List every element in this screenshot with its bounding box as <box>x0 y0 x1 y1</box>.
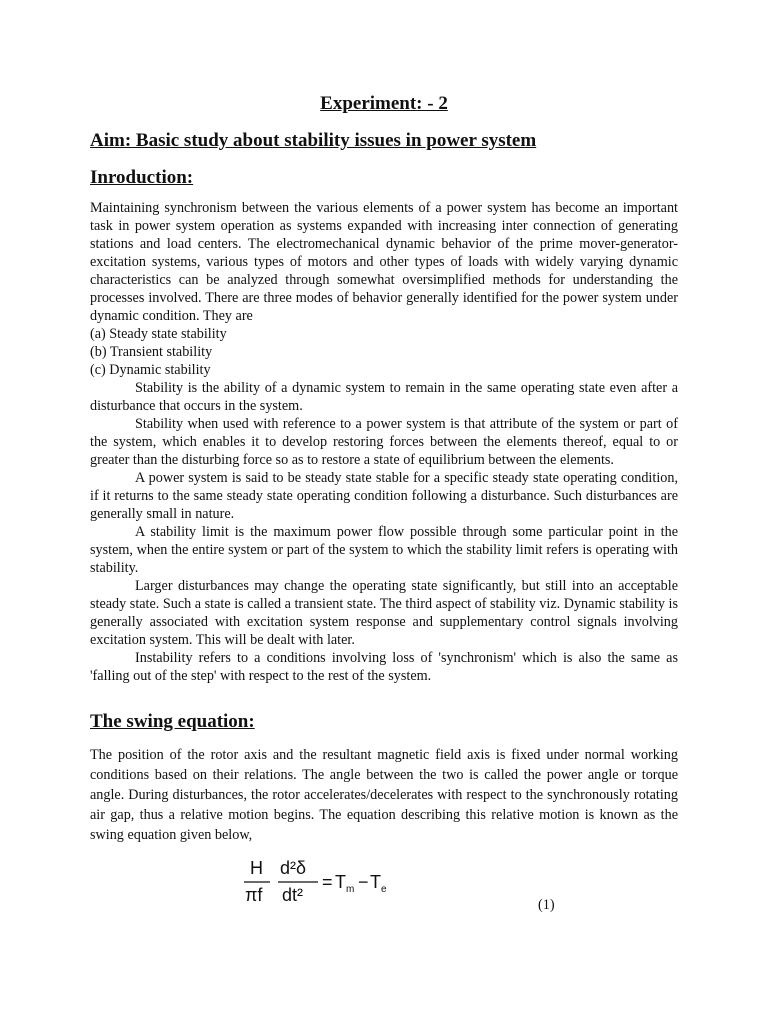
eq-t-e: T <box>370 872 381 892</box>
swing-equation-body <box>90 745 678 845</box>
eq-sub-m: m <box>346 884 355 895</box>
swing-equation-formula <box>242 856 422 910</box>
larger-disturbances-paragraph: Larger disturbances may change the operating state significantly, but still into an acceptable steady state. Such a state is called a transient state. The third aspect of stability viz. Dynamic stability is generally associated with excitation system response and supplementary control signals involving excitation system. This will be dealt with later. <box>90 578 678 648</box>
stability-limit-paragraph: A stability limit is the maximum power flow possible through some particular point in the system, when the entire system or part of the system to which the stability limit refers is operating with stability. <box>90 524 678 576</box>
eq-pi-f: πf <box>245 885 263 905</box>
stability-definition-paragraph: Stability is the ability of a dynamic system to remain in the same operating state even after a disturbance that occurs in the system. <box>90 380 678 414</box>
experiment-title: Experiment: - 2 <box>320 93 448 114</box>
swing-paragraph: The position of the rotor axis and the resultant magnetic field axis is fixed under normal working conditions based on their relations. The angle between the two is called the power angle or torque angle. During disturbances, the rotor accelerates/decelerates with respect to the synchronously rotating air gap, thus a relative motion begins. The equation describing this relative motion is known as the swing equation given below, <box>90 747 678 843</box>
intro-paragraph: Maintaining synchronism between the various elements of a power system has become an important task in power system operation as systems expanded with increasing inter connection of generating stations and load centers. The electromechanical dynamic behavior of the prime mover-generator-excitation systems, various types of motors and other types of loads with widely varying dynamic characteristics can be analyzed through somewhat oversimplified methods for understanding the processes involved. There are three modes of behavior generally identified for the power system under dynamic condition. They are <box>90 200 678 324</box>
introduction-heading: Inroduction: <box>90 167 194 188</box>
list-item-transient: (b) Transient stability <box>90 344 213 360</box>
eq-minus: − <box>358 872 369 892</box>
list-item-steady-state: (a) Steady state stability <box>90 326 227 342</box>
aim-heading: Aim: Basic study about stability issues in power system <box>90 130 537 151</box>
eq-dt2: dt² <box>282 885 304 905</box>
steady-state-paragraph: A power system is said to be steady state stable for a specific steady state operating condition, if it returns to the same steady state operating condition following a disturbance. Such disturbances are generally small in nature. <box>90 470 678 522</box>
power-system-stability-paragraph: Stability when used with reference to a power system is that attribute of the system or part of the system, which enables it to develop restoring forces between the elements thereof, equal to or greater than the disturbing force so as to restore a state of equilibrium between the elements. <box>90 416 678 468</box>
eq-d2delta: d²δ <box>280 858 307 878</box>
introduction-body <box>90 199 678 685</box>
eq-sub-e: e <box>381 884 387 895</box>
eq-t-m: T <box>335 872 346 892</box>
equation-number: (1) <box>538 897 555 913</box>
instability-paragraph: Instability refers to a conditions involving loss of 'synchronism' which is also the same as 'falling out of the step' with respect to the rest of the system. <box>90 650 678 684</box>
swing-equation-heading: The swing equation: <box>90 711 255 732</box>
eq-h: H <box>250 858 263 878</box>
list-item-dynamic: (c) Dynamic stability <box>90 362 211 378</box>
eq-equals: = <box>322 872 333 892</box>
